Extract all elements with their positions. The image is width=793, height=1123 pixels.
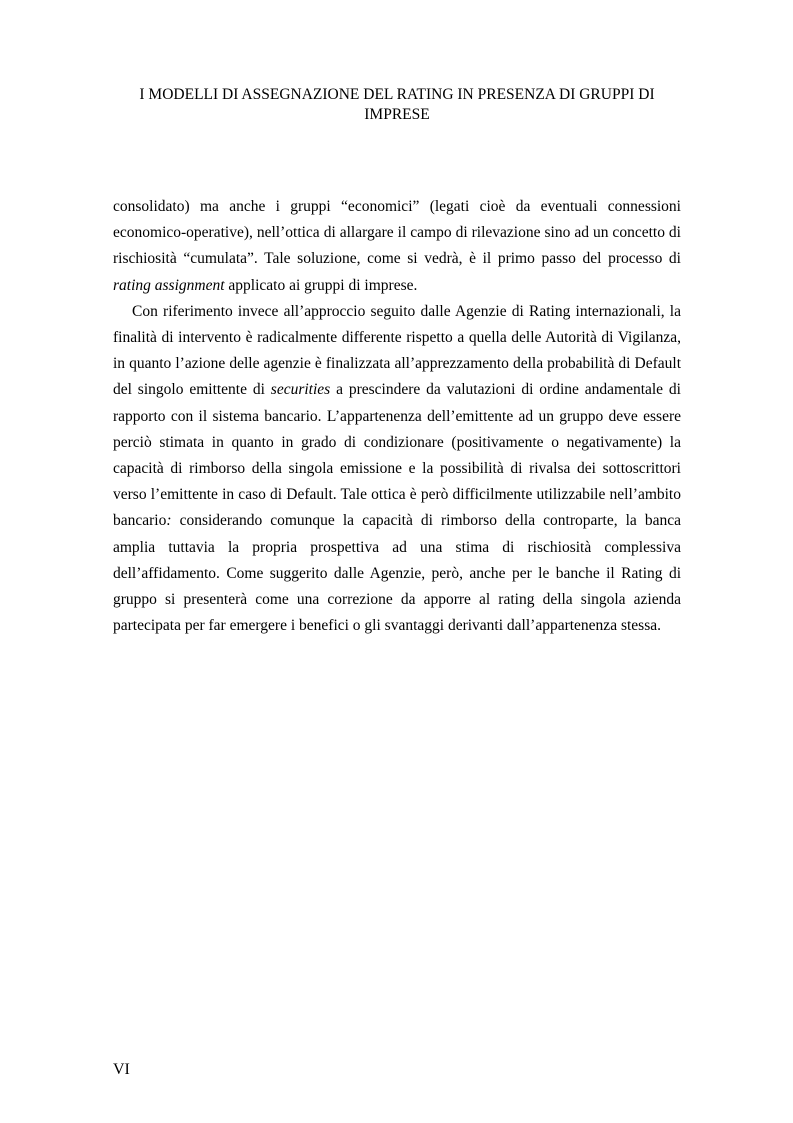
paragraph-1-text-b: applicato ai gruppi di imprese.: [224, 276, 418, 294]
page-number: VI: [113, 1061, 130, 1078]
header-line-2: IMPRESE: [364, 106, 430, 123]
paragraph-2-text-b: a prescindere da valutazioni di ordine andamentale di rapporto con il sistema bancario. L’appartenenza dell’emittente ad un gruppo deve essere perciò stimata in quanto in grado di condizionare (positivamente o negativamente) la capacità di rimborso della singola emissione e la possibilità di rivalsa dei sottoscrittori verso l’emittente in caso di Default. Tale ottica è però difficilmente utilizzabile nell’ambito bancario: [113, 381, 681, 530]
paragraph-2-emphasis: securities: [270, 381, 331, 399]
paragraph-2-text-a: Con riferimento invece all’approccio seguito dalle Agenzie di Rating internazionali, la finalità di intervento è radicalmente differente rispetto a quella delle Autorità di Vigilanza, in quanto l’azione delle agenzie è finalizzata all’apprezzamento della probabilità di Default del singolo emittente di: [113, 302, 681, 399]
paragraph-2-text-c: considerando comunque la capacità di rimborso della controparte, la banca amplia tuttavia la propria prospettiva ad una stima di rischiosità complessiva dell’affidamento. Come suggerito dalle Agenzie, però, anche per le banche il Rating di gruppo si presenterà come una correzione da apporre al rating della singola azienda partecipata per far emergere i benefici o gli svantaggi derivanti dall’appartenenza stessa.: [113, 512, 681, 635]
main-text: [113, 194, 681, 639]
paragraph-1-text-a: consolidato) ma anche i gruppi “economici” (legati cioè da eventuali connessioni economico-operative), nell’ottica di allargare il campo di rilevazione sino ad un concetto di rischiosità “cumulata”. Tale soluzione, come si vedrà, è il primo passo del processo di: [113, 198, 681, 268]
paragraph-1-emphasis: rating assignment: [113, 276, 225, 294]
running-header: [110, 85, 684, 125]
header-line-1: I MODELLI DI ASSEGNAZIONE DEL RATING IN PRESENZA DI GRUPPI DI: [139, 86, 655, 103]
paragraph-2-colon: :: [166, 512, 172, 530]
paragraph-2: [113, 299, 681, 640]
paragraph-1: [113, 194, 681, 299]
